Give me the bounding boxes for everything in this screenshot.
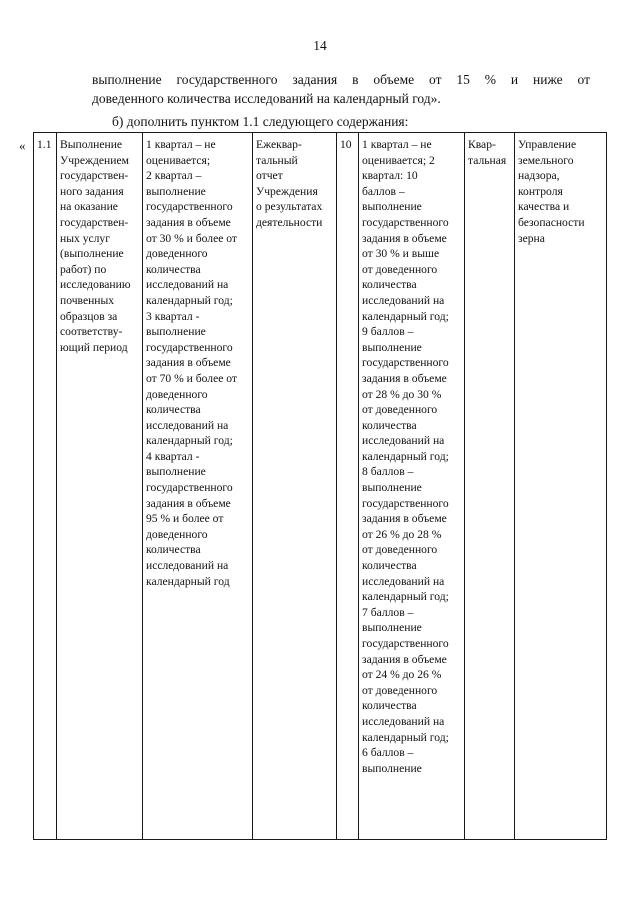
indicator-cell <box>57 133 143 840</box>
criteria-cell <box>143 133 253 840</box>
periodicity-text: Квар- тальная <box>468 138 507 167</box>
max-score: 10 <box>340 138 352 151</box>
responsible-cell <box>515 133 607 840</box>
page-number: 14 <box>313 38 327 53</box>
source-text: Ежеквар- тальный отчет Учреждения о результатах деятельности <box>256 138 323 229</box>
row-number-cell <box>34 133 57 840</box>
criteria-text: 1 квартал – не оценивается; 2 квартал – выполнение государственного задания в объеме от 30 % и более от доведенного количества исследований на календарный год; 3 квартал - выполнение государственного задания в объеме от 70 % и более от доведенного количества исследований на календарный год; 4 квартал - выполнение государственного задания в объеме 95 % и более от доведенного количества исследований на календарный год <box>146 138 237 588</box>
scoring-cell <box>359 133 465 840</box>
paragraph-b: б) дополнить пунктом 1.1 следующего содержания: <box>112 114 409 129</box>
source-cell <box>253 133 337 840</box>
row-number: 1.1 <box>37 138 52 151</box>
max-score-cell <box>337 133 359 840</box>
scoring-text: 1 квартал – не оценивается; 2 квартал: 10 баллов – выполнение государственного задания в объеме от 30 % и выше от доведенного количества исследований на календарный год; 9 баллов – выполнение государственного задания в объеме от 28 % до 30 % от доведенного количества исследований на календарный год; 8 баллов – выполнение государственного задания в объеме от 26 % до 28 % от доведенного количества исследований на календарный год; 7 баллов – выполнение государственного задания в объеме от 24 % до 26 % от доведенного количества исследований на календарный год; 6 баллов – выполнение <box>362 138 449 775</box>
opening-quote-mark: « <box>19 138 26 153</box>
table-row <box>34 133 607 840</box>
periodicity-cell <box>465 133 515 840</box>
criteria-table <box>33 132 607 840</box>
responsible-text: Управление земельного надзора, контроля качества и безопасности зерна <box>518 138 585 245</box>
paragraph-continued-line1: выполнение государственного задания в объеме от 15 % и ниже от <box>92 72 590 87</box>
paragraph-continued-line2: доведенного количества исследований на календарный год». <box>92 91 441 106</box>
indicator-text: Выполнение Учреждением государствен- ного задания на оказание государствен- ных услуг (выполнение работ) по исследованию почвенных образцов за соответству- ющий период <box>60 138 131 354</box>
